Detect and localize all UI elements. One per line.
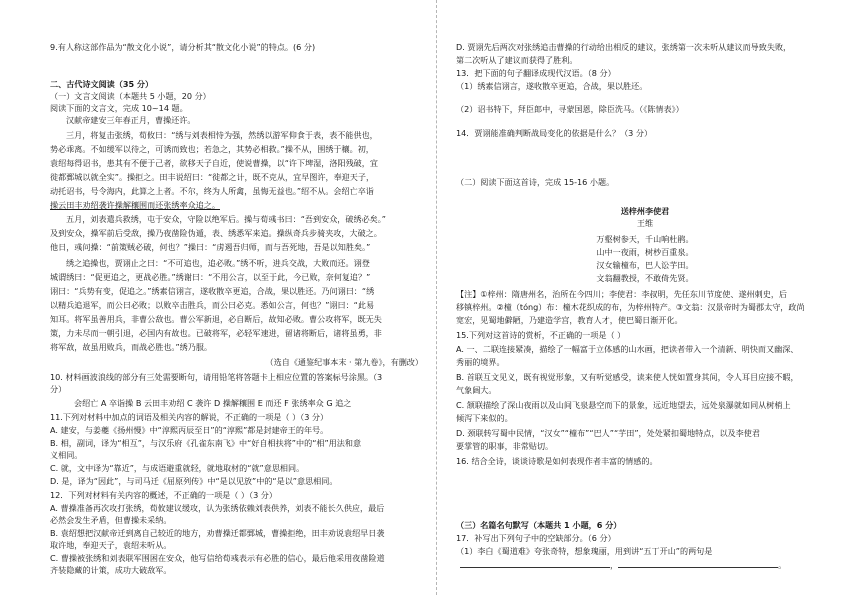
question-13-part-1: （1）绣素信诩言，遂收散卒更追，合战，果以胜还。: [456, 81, 648, 91]
question-12-option-b-cont: 取许地，奉迎天子，袁绍未听从。: [50, 540, 172, 550]
question-15-option-c-cont: 倾泻下来似的。: [456, 413, 513, 423]
passage-line: 势必乖离。不如缓军以待之，可诱而致也；若急之，其势必相救。”操不从，围绣于穰。初，: [50, 144, 374, 154]
question-11-option-b-cont: 义相同。: [50, 450, 83, 460]
question-15-option-a: A. 一、二联连接紧凑，描绘了一幅富于立体感的山水画，把读者带入一个清新、明快而又幽深、: [456, 344, 799, 354]
passage-line: 及到安众，操军前后受敌，操乃夜凿险伪遁，表、绣悉军来追。操纵奇兵步骑夹攻，大破之。: [50, 228, 382, 238]
subsection-1-title: （一）文言文阅读（本题共 5 小题，20 分）: [50, 91, 211, 101]
passage-line: 动托诏书，号令海内，此算之上者。不尔，终为人所禽，虽悔无益也。”绍不从。会绍亡卒诣: [50, 186, 374, 196]
answer-blank-2[interactable]: [618, 558, 778, 568]
passage-line: 袁绍每得诏书，患其有不便于己者，欲移天子自近，使说曹操，以“许下埤湿，洛阳残破，宜: [50, 158, 378, 168]
left-column: [50, 0, 423, 595]
poem-note: 宽宏，见蜀地僻陋，乃建造学宫，教育人才，使巴蜀日渐开化。: [456, 315, 683, 325]
question-12-option-a-cont: 必然会发生矛盾，但曹操未采纳。: [50, 515, 172, 525]
question-12-option-c-cont: 齐装隐藏的计策，成功大破敌军。: [50, 565, 172, 575]
passage-line-wavy: 操云田丰劝绍袭许操解穰围而还张绣率众追之。: [50, 200, 220, 210]
poem-line: 汉女输橦布，巴人讼芋田。: [596, 260, 694, 270]
passage-source: （选自《通鉴纪事本末 · 第九卷》，有删改）: [265, 357, 423, 367]
passage-line: 他日，彧问操：“前策贼必破，何也？”操曰：“虏遏吾归师，而与吾死地，吾是以知胜矣。”: [50, 242, 371, 252]
question-16: 16. 结合全诗，谈谈诗歌是如何表现作者丰富的情感的。: [456, 456, 658, 466]
answer-period: 。: [778, 560, 787, 570]
poem-note: 【注】①梓州：隋唐州名，治所在今四川；李使君：李叔明，先任东川节度使、遂州刺史，后: [456, 289, 788, 299]
passage-line: 将军敌，故虽用败兵，而战必胜也。”绣乃服。: [50, 342, 213, 352]
section-3-title: （三）名篇名句默写（本题共 1 小题，6 分）: [456, 520, 622, 530]
question-12-option-d: D. 贾诩先后两次对张绣追击曹操的行动给出相反的建议，张绣第一次未听从建议而导致失败，: [456, 42, 792, 52]
passage-line: 策，力未尽而一朝引退，必国内有故也。已破将军，必轻军速进，留诸将断后，诸将虽勇，非: [50, 328, 382, 338]
question-13-part-2: （2）诏书特下，拜臣郎中，寻蒙国恩，除臣洗马。（《陈情表》）: [456, 104, 684, 114]
question-15-option-a-cont: 秀丽的境界。: [456, 357, 505, 367]
question-11-option-a: A. 建安，与姜夔《扬州慢》中“淳熙丙辰至日”的“淳熙”都是封建帝王的年号。: [50, 425, 329, 435]
question-15-option-d: D. 颈联转写蜀中民情，“汉女”“橦布”“巴人”“芋田”，处处紧扣蜀地特点，以及李使君: [456, 428, 760, 438]
question-15-option-c: C. 颔联描绘了深山夜雨以及山间飞泉悬空而下的景象，远近地望去，远处泉瀑就如同从树梢上: [456, 400, 791, 410]
question-11-option-b: B. 相，副词，译为“相互”，与汉乐府《孔雀东南飞》中“好自相扶将”中的“相”用法和意: [50, 438, 362, 448]
question-15-option-b: B. 首联互文见义，既有视觉形象，又有听觉感受，读来使人恍如置身其间，令人耳目应接不暇，: [456, 372, 799, 382]
passage-line: 三月，将复击张绣，荀攸曰：“绣与刘表相恃为强，然绣以游军仰食于表，表不能供也，: [66, 130, 378, 140]
poem-note: 移镇梓州。②橦（tóng）布：橦木花织成的布，为梓州特产。③文翁：汉景帝时为蜀郡太守，政尚: [456, 302, 805, 312]
question-9: 9.有人称这部作品为“散文化小说”，请分析其“散文化小说”的特点。(6 分): [50, 42, 316, 52]
question-15-option-b-cont: 气象阔大。: [456, 385, 497, 395]
passage-line: 汉献帝建安三年春正月，曹操还许。: [66, 115, 196, 125]
passage-line: 绣之追操也，贾诩止之曰：“不可追也，追必败。”绣不听，进兵交战，大败而还。诩登: [66, 258, 370, 268]
question-12-option-b: B. 袁绍想把汉献帝迁到离自己较近的地方，劝曹操迁都鄄城，曹操拒绝，田丰劝说袁绍早日袭: [50, 528, 385, 538]
question-10-options: 会绍亡 A 卒诣操 B 云田丰劝绍 C 袭许 D 操解穰围 E 而还 F 张绣率众 G 追之: [74, 398, 352, 408]
question-10: 10. 材料画波浪线的部分有三处需要断句，请用铅笔将答题卡上相应位置的答案标号涂黑。（3: [50, 372, 383, 382]
right-column: [456, 0, 834, 595]
question-12-option-d-cont: 第二次听从了建议而获得了胜利。: [456, 55, 578, 65]
question-17: 17．补写出下列句子中的空缺部分。（6 分）: [456, 533, 616, 543]
poem-line: 文翁翻教授，不敢倚先贤。: [596, 273, 694, 283]
question-12: 12．下列对材料有关内容的概述，不正确的一项是（ ）（3 分）: [50, 490, 277, 500]
question-17-answer-line[interactable]: [460, 558, 786, 571]
question-11-option-c: C. 就，文中译为“靠近”，与成语避重就轻，就地取材的“就”意思相同。: [50, 463, 305, 473]
passage-line: 五月，刘表遣兵救绣，屯于安众，守险以绝军后。操与荀彧书曰：“吾到安众，破绣必矣。”: [66, 214, 386, 224]
question-12-option-c: C. 曹操被张绣和刘表联军围困在安众，他写信给荀彧表示有必胜的信心，最后他采用夜凿险道: [50, 553, 385, 563]
poem-line: 山中一夜雨，树杪百重泉。: [596, 247, 694, 257]
subsection-2-title: （二）阅读下面这首诗，完成 15-16 小题。: [456, 177, 615, 187]
poem-line: 万壑树参天，千山响杜鹃。: [596, 234, 694, 244]
poem-author: 王维: [636, 218, 654, 228]
answer-blank-1[interactable]: [460, 558, 610, 568]
section-2-title: 二、古代诗文阅读（35 分）: [50, 79, 154, 89]
question-12-option-a: A. 曹操准备再次攻打张绣，荀攸建议缓攻，认为张绣依赖刘表供养，刘表不能长久供应，最后: [50, 503, 385, 513]
question-11-option-d: D. 是，译为“因此”，与司马迁《屈原列传》中“是以见放”中的“是以”意思相同。: [50, 476, 338, 486]
question-15: 15.下列对这首诗的赏析，不正确的一项是（ ）: [456, 330, 626, 340]
poem-title: 送梓州李使君: [620, 206, 670, 216]
question-11: 11.下列对材料中加点的词语及相关内容的解说，不正确的一项是（ ）（3 分）: [50, 412, 329, 422]
question-13: 13．把下面的句子翻译成现代汉语。（8 分）: [456, 68, 616, 78]
passage-line: 诩曰：“兵势有变，促追之。”绣素信诩言，遂收散卒更追，合战，果以胜还。乃问诩曰：“绣: [50, 286, 375, 296]
passage-line: 城谓绣曰：“促更追之，更战必胜。”绣谢曰：“不用公言，以至于此，今已败，奈何复追？”: [50, 272, 371, 282]
answer-comma: ，: [610, 560, 619, 570]
column-divider: [436, 0, 437, 595]
passage-line: 以精兵追退军，而公曰必败；以败卒击胜兵，而公曰必克。悉如公言，何也？”诩曰：“此易: [50, 300, 375, 310]
question-17-part-1: （1）李白《蜀道难》夸张奇特，想象瑰丽，用到讲“五丁开山”的两句是: [456, 546, 713, 556]
question-10-cont: 分）: [50, 384, 67, 394]
question-14: 14．贾诩能准确判断战局变化的依据是什么？（3 分）: [456, 128, 653, 138]
subsection-1-instruction: 阅读下面的文言文，完成 10~14 题。: [50, 103, 188, 113]
question-15-option-d-cont: 要掌管的职事，非常贴切。: [456, 441, 554, 451]
passage-line: 知耳。将军虽善用兵，非曹公敌也。曹公军新退，必自断后，故知必败。曹公攻将军，既无失: [50, 314, 382, 324]
passage-line: 徙都鄄城以就全实”。操拒之。田丰说绍曰：“徙都之计，既不克从，宜早图许，奉迎天子，: [50, 172, 375, 182]
